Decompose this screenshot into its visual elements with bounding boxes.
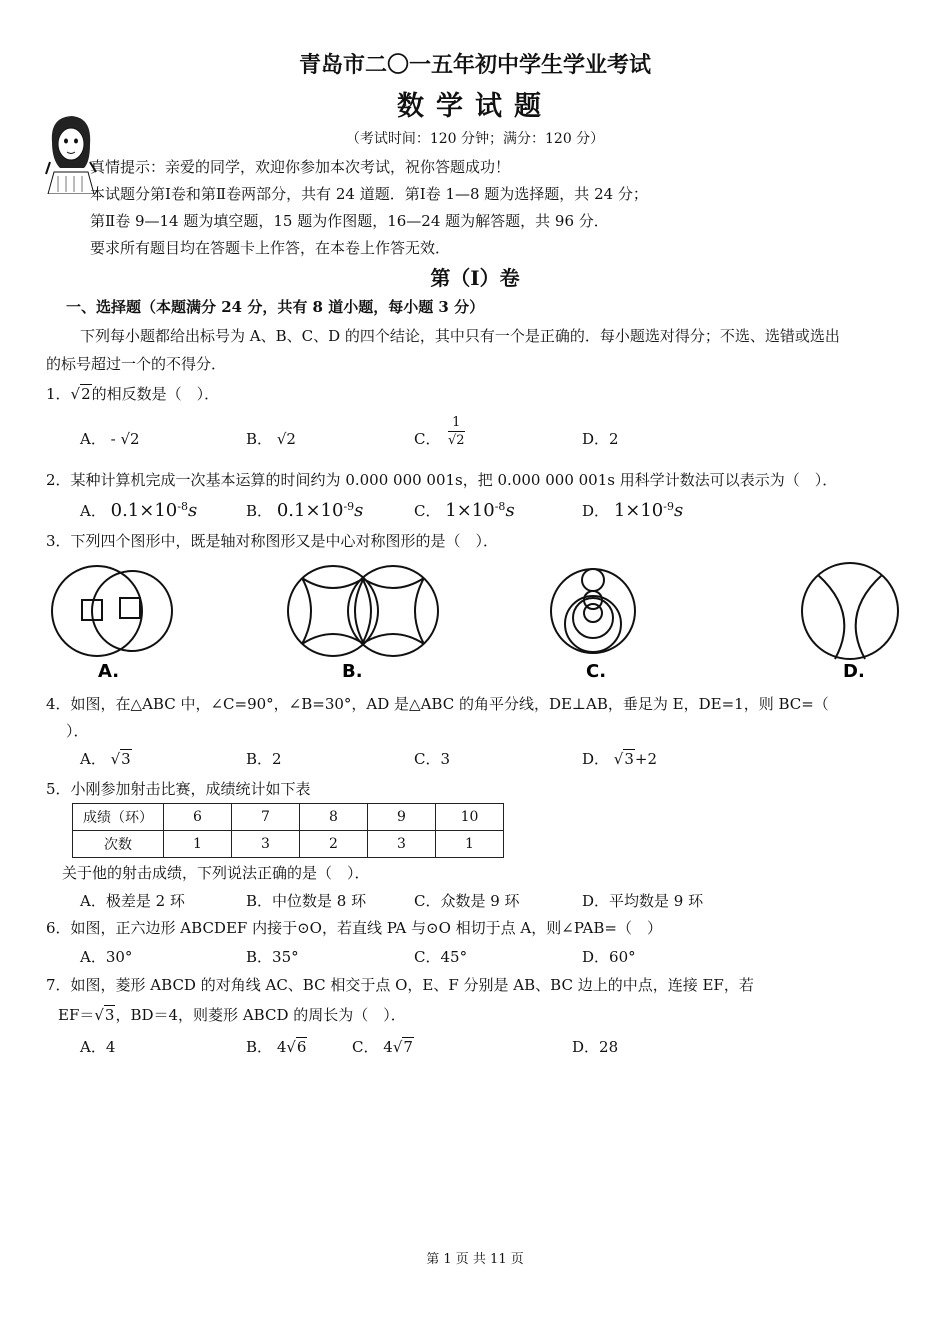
q6-option-c[interactable]: C．45° [414, 948, 468, 966]
q1-option-b[interactable]: B． √2 [246, 430, 296, 448]
figure-label-b: B. [342, 661, 363, 682]
q3-figures [40, 558, 910, 683]
intro-line-2: 第Ⅱ卷 9—14 题为填空题，15 题为作图题，16—24 题为解答题，共 96 分． [90, 212, 609, 230]
q7-stem-line-1: 7．如图，菱形 ABCD 的对角线 AC、BC 相交于点 O，E、F 分别是 AB、BC 边上的中点，连接 EF，若 [46, 976, 754, 994]
q7-option-d[interactable]: D．28 [572, 1038, 619, 1056]
table-cell: 7 [232, 804, 300, 831]
exam-subject: 数学试题 [397, 91, 553, 122]
q7-option-c[interactable]: C． 4√7 [352, 1038, 413, 1056]
q1-stem: 1．√2的相反数是（ ）． [46, 385, 220, 403]
q1-option-c-fraction: 1 √2 [448, 415, 465, 448]
figure-label-c: C. [586, 661, 607, 682]
table-row [73, 804, 504, 831]
table-cell: 8 [300, 804, 368, 831]
table-cell: 9 [368, 804, 436, 831]
q7-stem-line-2: EF＝√3，BD＝4，则菱形 ABCD 的周长为（ ）． [58, 1006, 406, 1024]
q7-option-b[interactable]: B． 4√6 [246, 1038, 307, 1056]
page-footer: 第 1 页 共 11 页 [426, 1252, 524, 1267]
instruction-line-1: 下列每小题都给出标号为 A、B、C、D 的四个结论，其中只有一个是正确的．每小题选对得分；不选、选错或选出 [80, 327, 840, 345]
q1-option-a[interactable]: A． - √2 [80, 430, 140, 448]
cartoon-girl-icon [40, 112, 100, 194]
q2-option-d[interactable]: D． $1\times 10^{-9}s$ [582, 500, 684, 521]
q2-option-c[interactable]: C． $1\times 10^{-8}s$ [414, 500, 515, 521]
q2-option-b[interactable]: B． $0.1\times 10^{-9}s$ [246, 500, 364, 521]
q7-option-a[interactable]: A．4 [80, 1038, 116, 1056]
exam-meta: （考试时间：120 分钟；满分：120 分） [345, 131, 605, 147]
table-cell: 6 [164, 804, 232, 831]
q5-stem: 5．小刚参加射击比赛，成绩统计如下表 [46, 780, 311, 798]
q2-stem: 2．某种计算机完成一次基本运算的时间约为 0.000 000 001s，把 0.000 000 001s 用科学计数法可以表示为（ ）． [46, 471, 838, 489]
q1-option-c[interactable]: C． [414, 430, 441, 448]
q5-option-d[interactable]: D．平均数是 9 环 [582, 892, 704, 910]
figure-label-d: D. [843, 661, 865, 682]
q5-option-a[interactable]: A．极差是 2 环 [80, 892, 185, 910]
table-cell: 1 [436, 831, 504, 858]
q5-score-table [72, 803, 504, 858]
q5-option-c[interactable]: C．众数是 9 环 [414, 892, 520, 910]
table-cell: 成绩（环） [73, 804, 164, 831]
table-cell: 1 [164, 831, 232, 858]
figure-b [288, 566, 438, 656]
exam-title: 青岛市二〇一五年初中学生学业考试 [298, 52, 651, 78]
section-title: 第（Ⅰ）卷 [430, 266, 520, 290]
q6-stem: 6．如图，正六边形 ABCDEF 内接于⊙O，若直线 PA 与⊙O 相切于点 A，则∠PAB=（ ） [46, 919, 662, 937]
figure-c [551, 569, 635, 653]
figure-a [52, 566, 172, 656]
table-cell: 2 [300, 831, 368, 858]
instruction-line-2: 的标号超过一个的不得分． [46, 355, 227, 373]
table-cell: 3 [368, 831, 436, 858]
table-cell: 次数 [73, 831, 164, 858]
section-heading: 一、选择题（本题满分 24 分，共有 8 道小题，每小题 3 分） [66, 298, 485, 316]
table-cell: 3 [232, 831, 300, 858]
q6-option-b[interactable]: B．35° [246, 948, 299, 966]
tip-line: 真情提示：亲爱的同学，欢迎你参加本次考试，祝你答题成功！ [90, 158, 511, 176]
q2-option-a[interactable]: A． $0.1\times 10^{-8}s$ [80, 500, 198, 521]
q4-option-b[interactable]: B．2 [246, 750, 282, 768]
q4-stem-line-1: 4．如图，在△ABC 中，∠C=90°，∠B=30°，AD 是△ABC 的角平分线，DE⊥AB，垂足为 E，DE=1，则 BC=（ [46, 695, 829, 713]
q4-stem-line-2: ）． [66, 722, 89, 740]
q1-option-d[interactable]: D．2 [582, 430, 619, 448]
q4-option-a[interactable]: A． √3 [80, 750, 131, 768]
intro-line-3: 要求所有题目均在答题卡上作答，在本卷上作答无效． [90, 239, 451, 257]
table-row [73, 831, 504, 858]
intro-line-1: 本试题分第Ⅰ卷和第Ⅱ卷两部分，共有 24 道题．第Ⅰ卷 1—8 题为选择题，共 24 分； [90, 185, 648, 203]
q6-option-a[interactable]: A．30° [80, 948, 133, 966]
q5-follow: 关于他的射击成绩，下列说法正确的是（ ）． [62, 864, 370, 882]
table-cell: 10 [436, 804, 504, 831]
q3-stem: 3．下列四个图形中，既是轴对称图形又是中心对称图形的是（ ）． [46, 532, 499, 550]
q4-option-d[interactable]: D． √3+2 [582, 750, 658, 768]
q4-option-c[interactable]: C．3 [414, 750, 451, 768]
figure-label-a: A. [98, 661, 120, 682]
q6-option-d[interactable]: D．60° [582, 948, 636, 966]
figure-d [802, 563, 898, 659]
q5-option-b[interactable]: B．中位数是 8 环 [246, 892, 367, 910]
